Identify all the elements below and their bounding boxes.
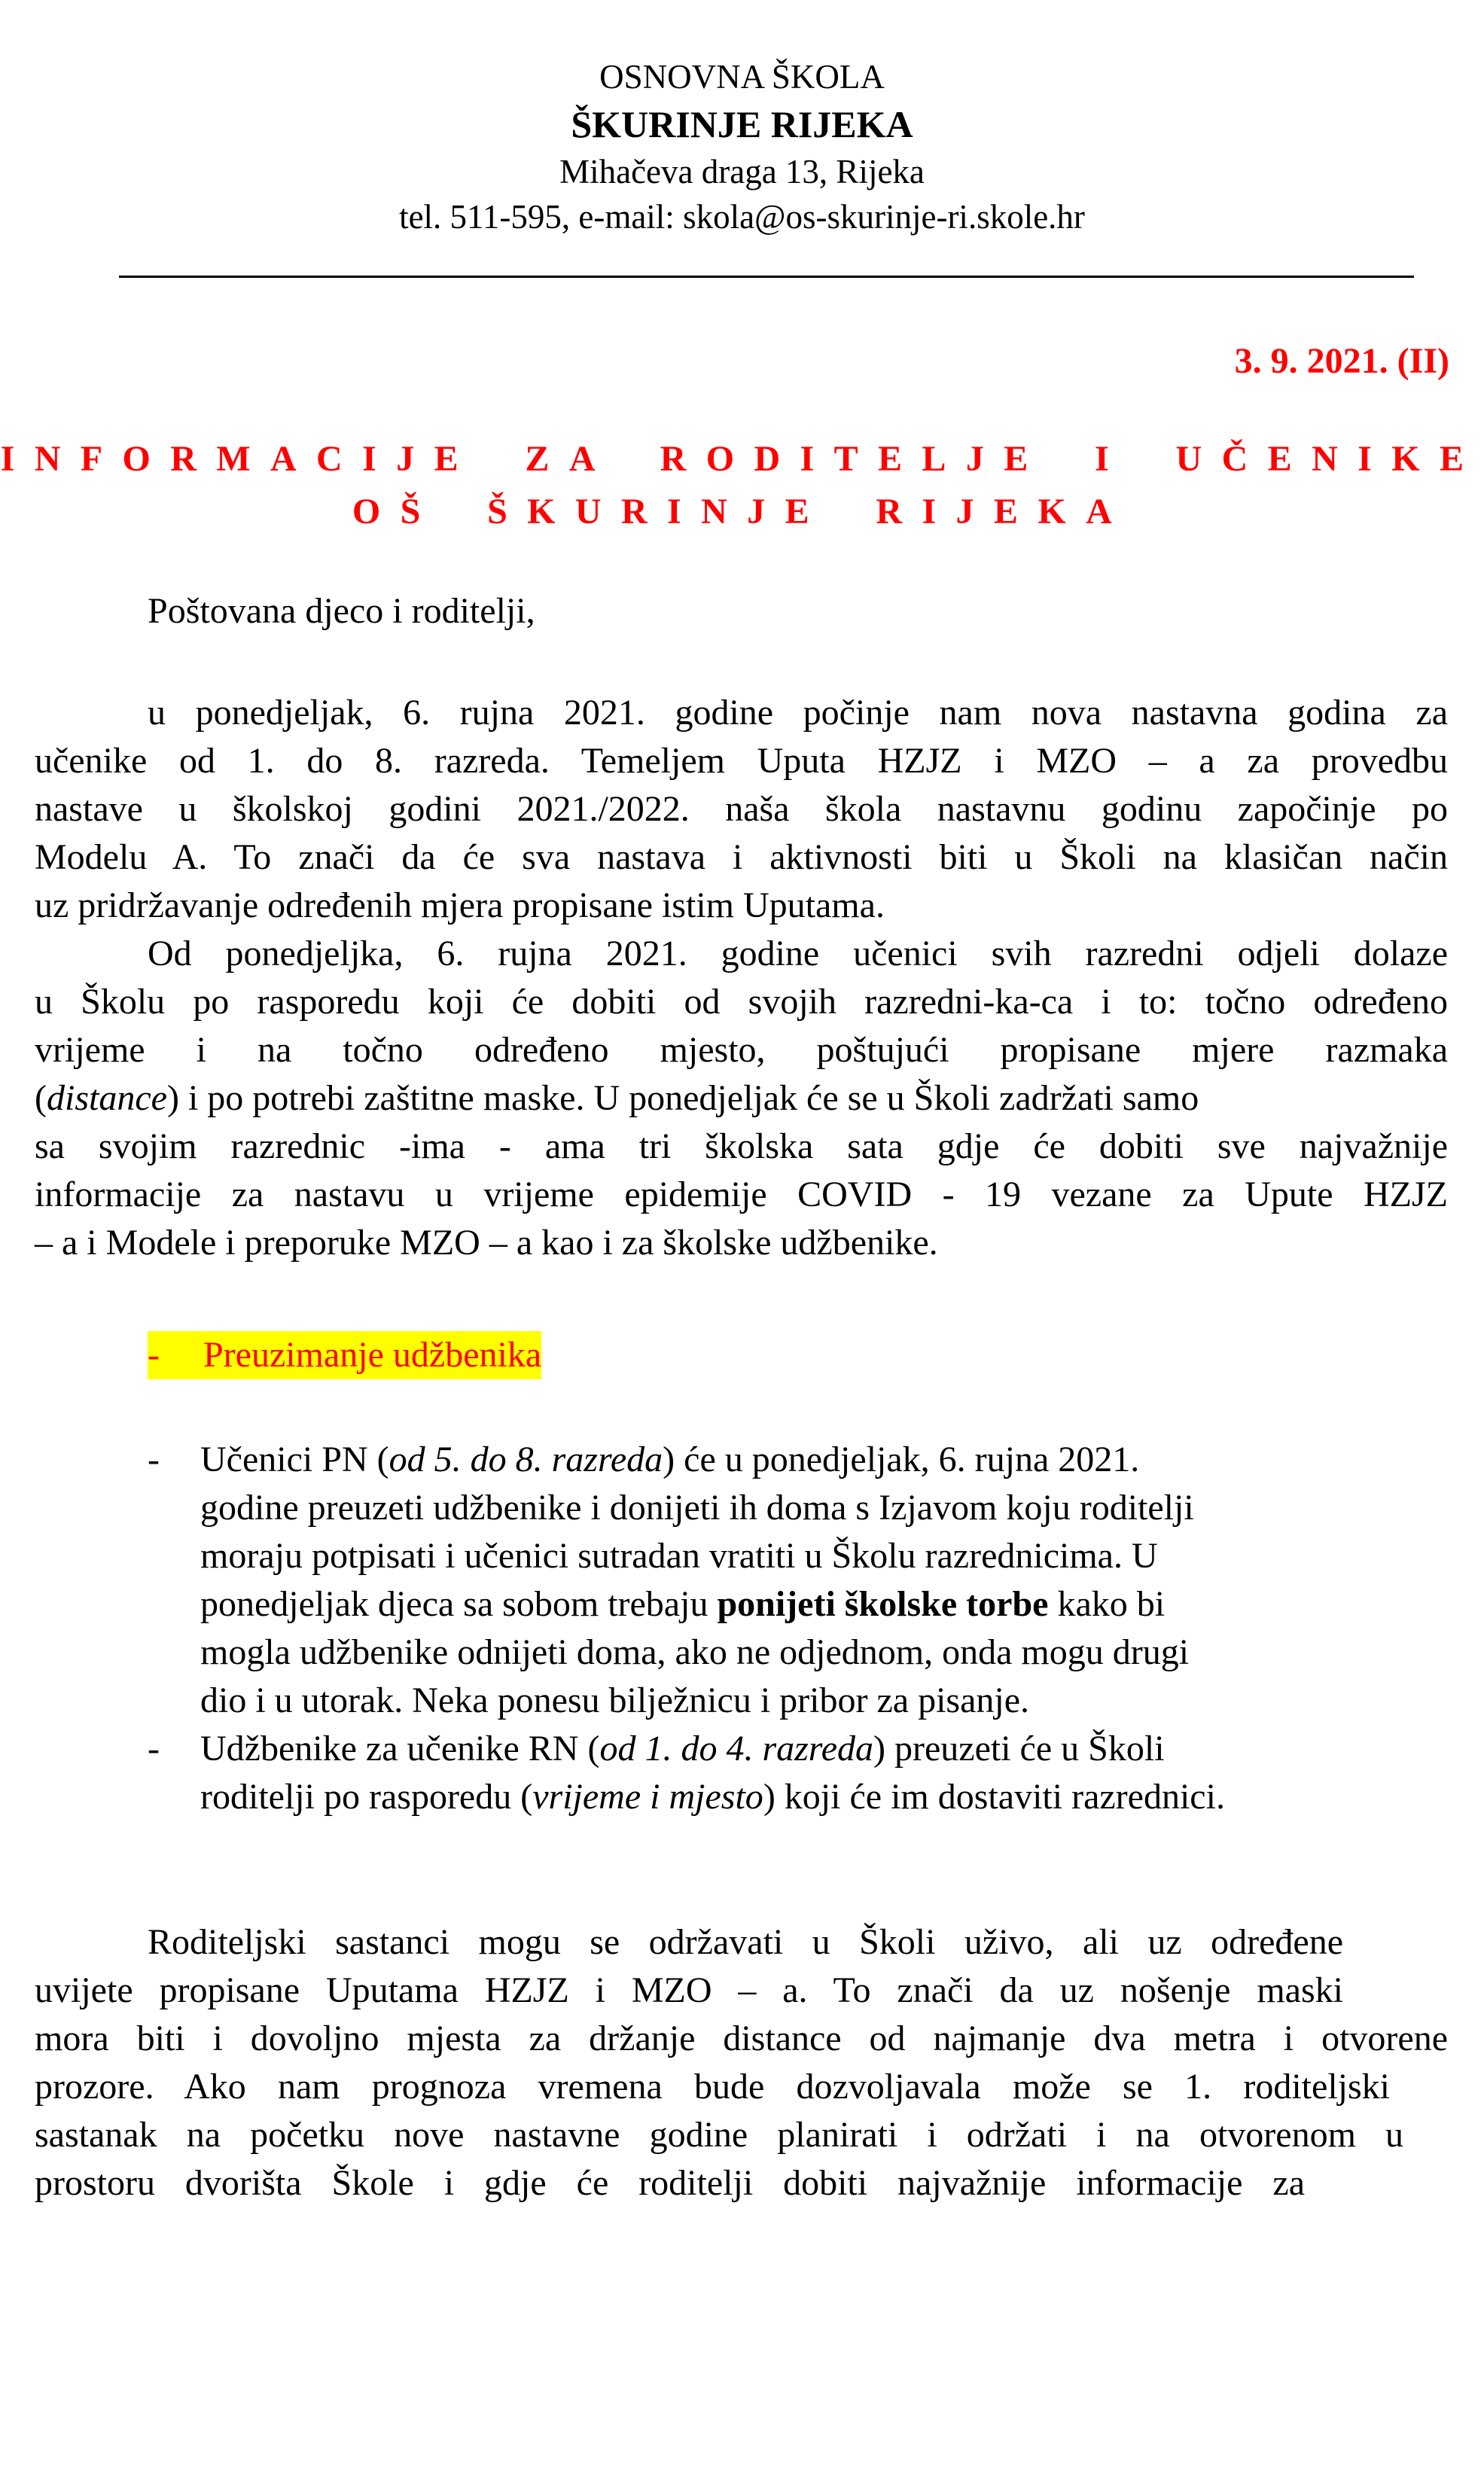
bullet-2-grades-italic: od 1. do 4. razreda	[599, 1729, 873, 1769]
bullet-2-time-place-italic: vrijeme i mjesto	[532, 1777, 763, 1817]
bullet-1-grades-italic: od 5. do 8. razreda	[389, 1440, 663, 1479]
para3-line-1: Roditeljski sastanci mogu se održavati u Školi uživo, ali uz određene	[148, 1922, 1343, 1962]
para2-line-3: vrijeme i na točno određeno mjesto, poštujući propisane mjere razmaka	[35, 1030, 1448, 1070]
school-contact: tel. 511-595, e-mail: skola@os-skurinje-ri.skole.hr	[399, 198, 1085, 236]
bullet-2-line-1	[200, 1725, 1165, 1773]
highlight-dash: -	[148, 1335, 160, 1375]
bullet-2-dash: -	[148, 1729, 160, 1769]
greeting: Poštovana djeco i roditelji,	[148, 591, 535, 631]
letterhead	[0, 54, 1484, 239]
school-name: ŠKURINJE RIJEKA	[571, 103, 913, 145]
bullet-1-text-a: Učenici PN (	[200, 1440, 389, 1479]
para1-line-3: nastave u školskoj godini 2021./2022. naša škola nastavnu godinu započinje po	[35, 789, 1448, 829]
para2-line-4	[35, 1074, 1199, 1123]
para1-line-4: Modelu A. To znači da će sva nastava i aktivnosti biti u Školi na klasičan način	[35, 837, 1448, 877]
para2-line-4-rest: ) i po potrebi zaštitne maske. U ponedjeljak će se u Školi zadržati samo	[166, 1078, 1199, 1118]
bullet-2-text-c: roditelji po rasporedu (	[200, 1777, 533, 1817]
bullet-1-bold-phrase: ponijeti školske torbe	[717, 1584, 1049, 1624]
document-date: 3. 9. 2021. (II)	[1234, 341, 1449, 381]
bullet-1-line-5: mogla udžbenike odnijeti doma, ako ne odjednom, onda mogu drugi	[200, 1632, 1190, 1672]
para3-line-5: sastanak na početku nove nastavne godine planirati i održati i na otvorenom u	[35, 2115, 1403, 2155]
bullet-1-line-2: godine preuzeti udžbenike i donijeti ih doma s Izjavom koju roditelji	[200, 1488, 1194, 1528]
para2-line-2: u Školu po rasporedu koji će dobiti od svojih razredni-ka-ca i to: točno određeno	[35, 982, 1448, 1022]
bullet-1-line-4	[200, 1580, 1165, 1629]
highlight-label: Preuzimanje udžbenika	[203, 1335, 542, 1375]
para1-line-1: u ponedjeljak, 6. rujna 2021. godine počinje nam nova nastavna godina za	[148, 693, 1448, 733]
document-title-line-2: OŠ ŠKURINJE RIJEKA	[352, 492, 1132, 532]
para2-open-paren: (	[35, 1078, 47, 1118]
school-type: OSNOVNA ŠKOLA	[599, 58, 885, 96]
para2-line-6: informacije za nastavu u vrijeme epidemije COVID - 19 vezane za Upute HZJZ	[35, 1175, 1448, 1214]
para1-line-5: uz pridržavanje određenih mjera propisane istim Uputama.	[35, 885, 885, 925]
para1-line-2: učenike od 1. do 8. razreda. Temeljem Uputa HZJZ i MZO – a za provedbu	[35, 741, 1448, 781]
bullet-1-text-c: ponedjeljak djeca sa sobom trebaju	[200, 1584, 718, 1624]
bullet-1-line-3: moraju potpisati i učenici sutradan vratiti u Školu razrednicima. U	[200, 1536, 1158, 1576]
para3-line-6: prostoru dvorišta Škole i gdje će roditelji dobiti najvažnije informacije za	[35, 2163, 1305, 2203]
para3-line-3: mora biti i dovoljno mjesta za držanje distance od najmanje dva metra i otvorene	[35, 2019, 1448, 2058]
bullet-2-text-b: ) preuzeti će u Školi	[873, 1729, 1165, 1769]
para3-line-2: uvijete propisane Uputama HZJZ i MZO – a. To znači da uz nošenje maski	[35, 1970, 1343, 2010]
bullet-1-dash: -	[148, 1440, 160, 1479]
para2-line-1: Od ponedjeljka, 6. rujna 2021. godine učenici svih razredni odjeli dolaze	[148, 934, 1448, 973]
bullet-1-text-b: ) će u ponedjeljak, 6. rujna 2021.	[663, 1440, 1140, 1479]
bullet-1-line-1	[200, 1436, 1139, 1484]
bullet-1-line-6: dio i u utorak. Neka ponesu bilježnicu i pribor za pisanje.	[200, 1680, 1030, 1720]
para2-line-7: – a i Modele i preporuke MZO – a kao i za školske udžbenike.	[35, 1223, 938, 1263]
school-address: Mihačeva draga 13, Rijeka	[559, 153, 925, 190]
bullet-2-text-d: ) koji će im dostaviti razrednici.	[763, 1777, 1225, 1817]
para2-line-5: sa svojim razrednic -ima - ama tri školska sata gdje će dobiti sve najvažnije	[35, 1126, 1448, 1166]
header-divider	[119, 276, 1414, 278]
bullet-2-line-2	[200, 1773, 1225, 1821]
bullet-1-text-d: kako bi	[1048, 1584, 1166, 1624]
para2-distance-italic: distance	[46, 1078, 167, 1118]
para3-line-4: prozore. Ako nam prognoza vremena bude dozvoljavala može se 1. roditeljski	[35, 2067, 1390, 2107]
document-title-line-1: INFORMACIJE ZA RODITELJE I UČENIKE	[0, 439, 1484, 479]
bullet-2-text-a: Udžbenike za učenike RN (	[200, 1729, 600, 1769]
highlight-item	[148, 1331, 541, 1379]
